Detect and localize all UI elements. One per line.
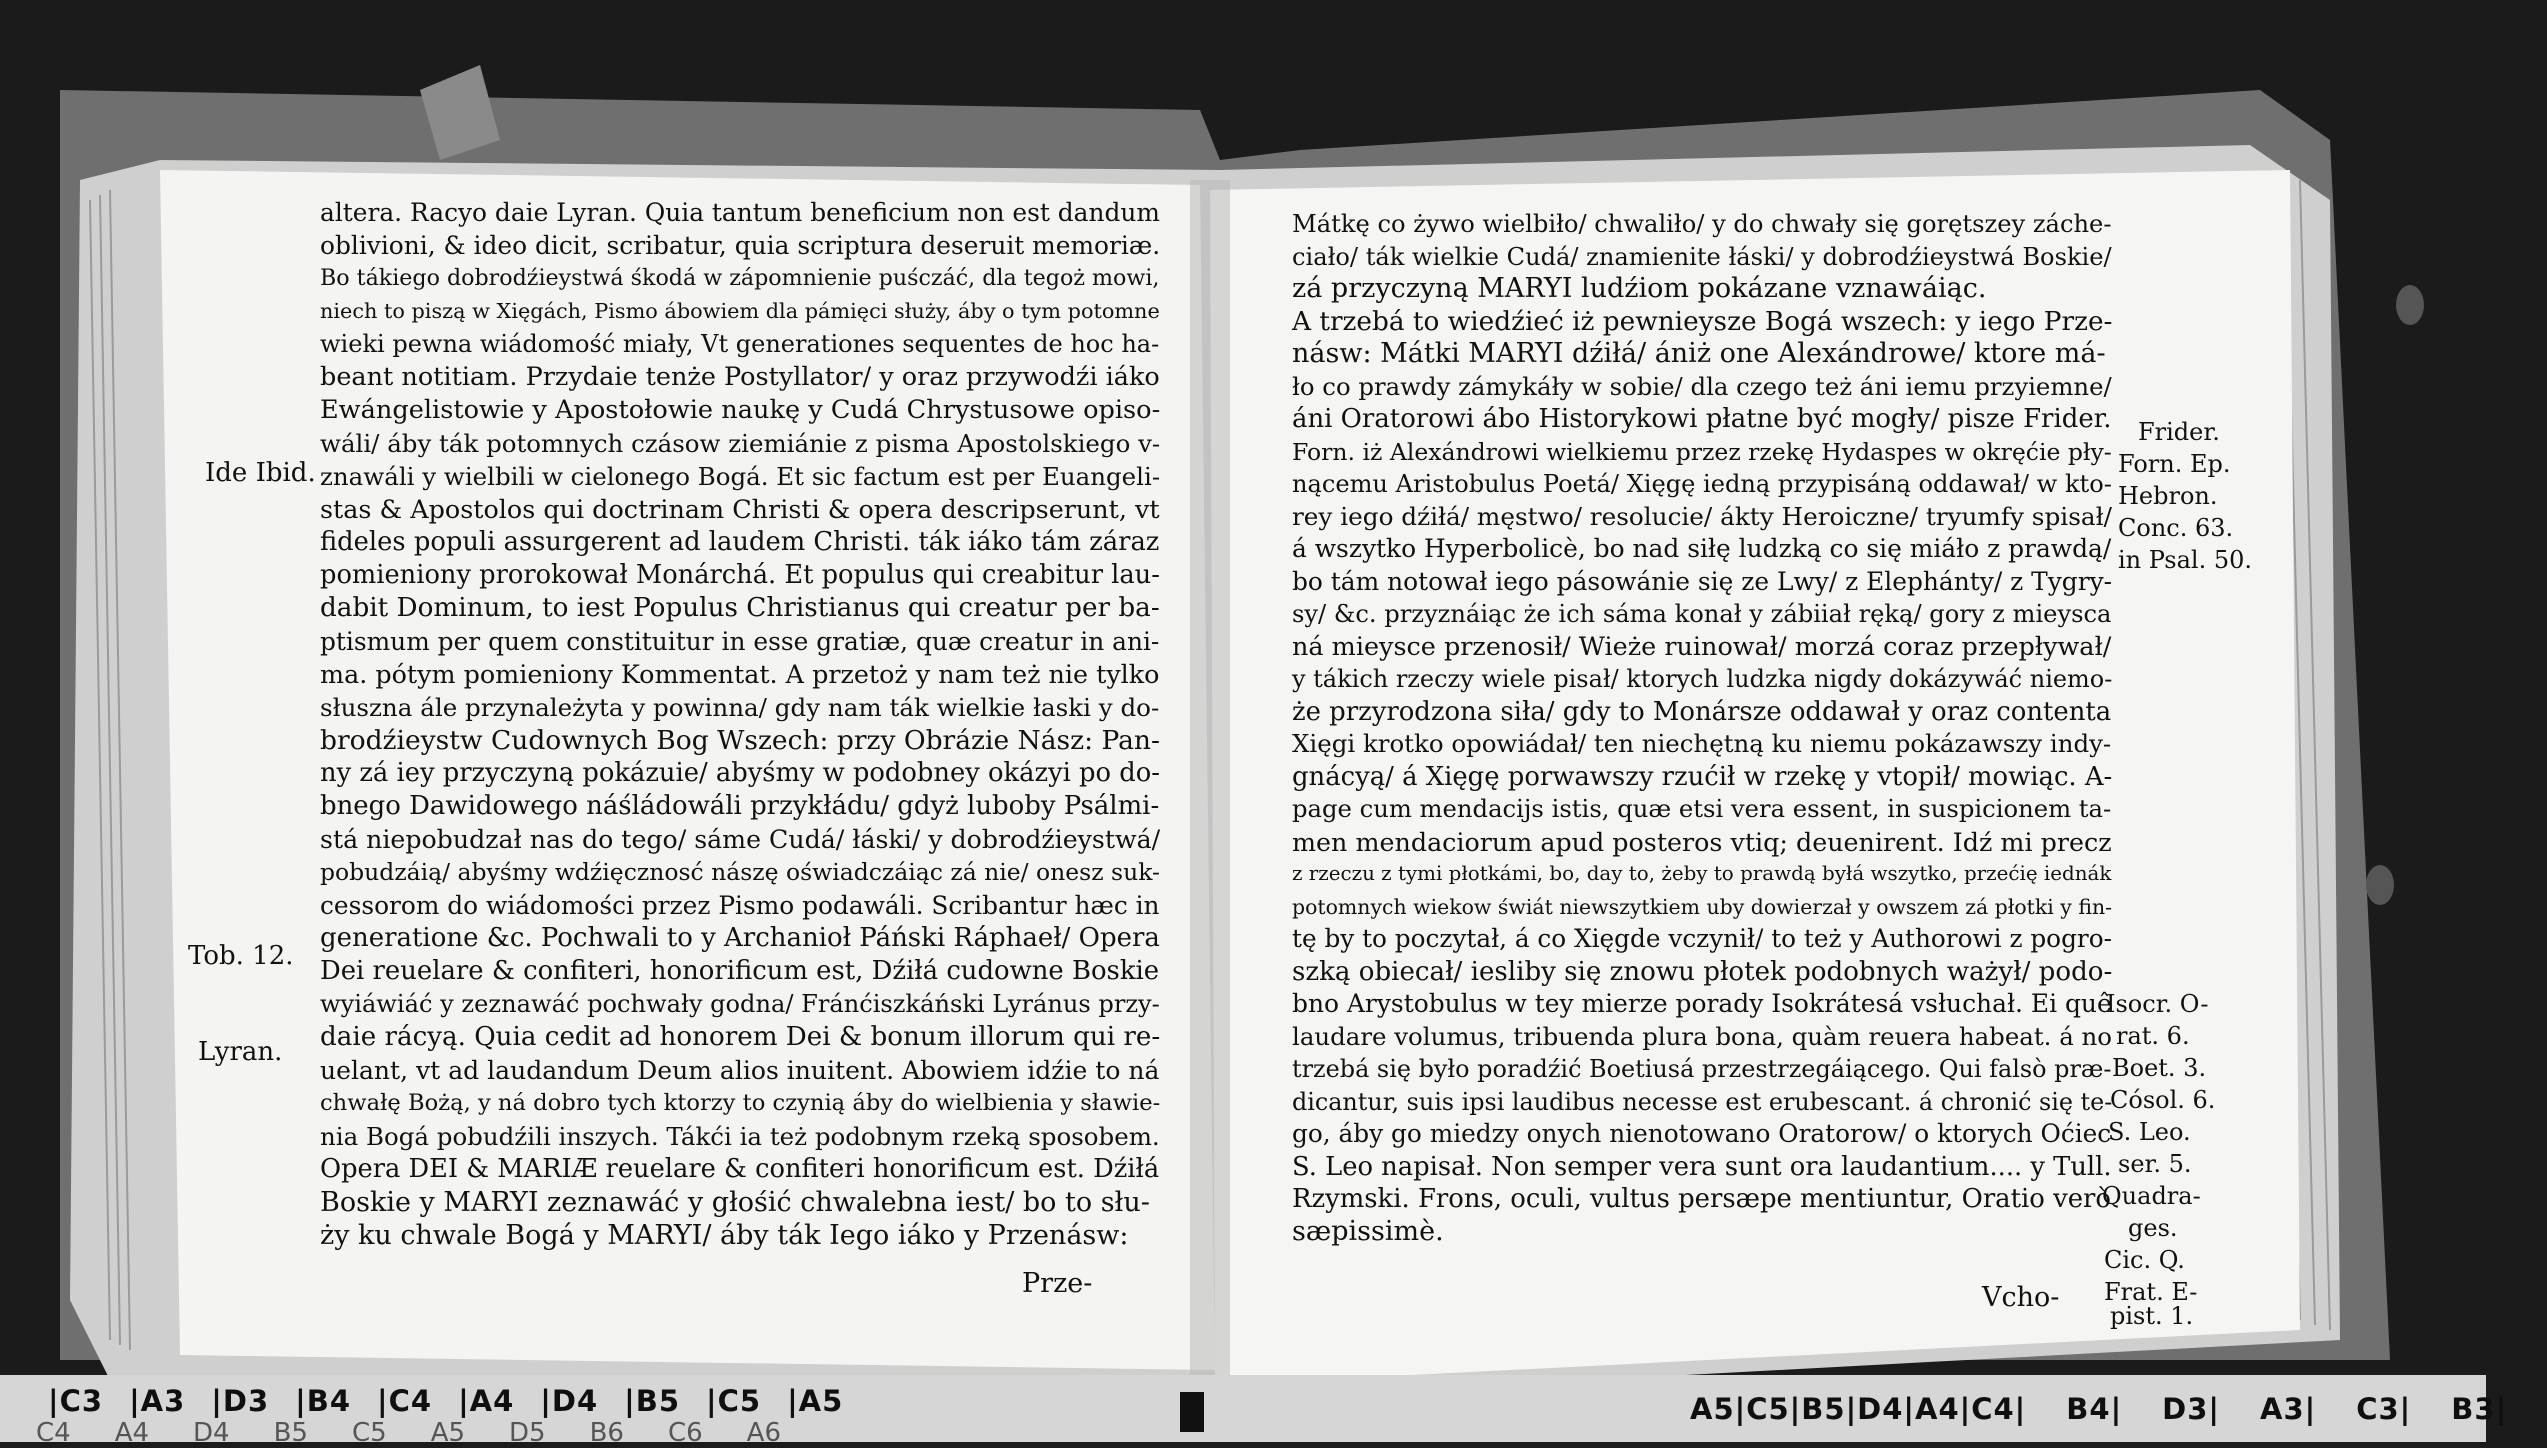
- film-strip-label: A3|: [2260, 1392, 2317, 1426]
- film-strip-right-labels: [1690, 1392, 2547, 1426]
- left-page-line: stá niepobudzał nas do tego/ sáme Cudá/ łáski/ y dobrodźieystwá/: [320, 825, 1161, 854]
- right-page-line: násw: Mátki MARYI dźiłá/ ániż one Alexándrowe/ ktore má-: [1292, 338, 2106, 369]
- film-strip-left-faint-labels: [36, 1418, 825, 1448]
- right-margin-note: rat. 6.: [2116, 1022, 2190, 1050]
- right-page-line: Rzymski. Frons, oculi, vultus persæpe mentiuntur, Oratio verò: [1292, 1184, 2111, 1214]
- left-page-line: beant notitiam. Przydaie tenże Postyllator/ y oraz przywodźi iáko: [320, 362, 1160, 392]
- left-page-line: fideles populi assurgerent ad laudem Christi. ták iáko tám záraz: [320, 527, 1160, 557]
- film-strip-label: C4|: [1971, 1392, 2027, 1426]
- right-page-line: S. Leo napisał. Non semper vera sunt ora laudantium.... y Tull.: [1292, 1151, 2112, 1182]
- right-margin-note: Frat. E-: [2104, 1278, 2198, 1306]
- left-page-line: pobudzáią/ abyśmy wdźięcznosć nászę oświadczáiąc zá nie/ onesz suk-: [320, 858, 1160, 886]
- right-margin-note: in Psal. 50.: [2118, 546, 2252, 574]
- margin-note-lyran: Lyran.: [198, 1037, 283, 1067]
- left-page-line: znawáli y wielbili w cielonego Bogá. Et sic factum est per Euangeli-: [320, 462, 1161, 491]
- right-page-line: A trzebá to wiedźieć iż pewnieysze Bogá wszech: y iego Prze-: [1292, 306, 2113, 337]
- left-page-line: oblivioni, & ideo dicit, scribatur, quia scriptura deseruit memoriæ.: [320, 231, 1161, 260]
- right-page-line: trzebá się było poradźić Boetiusá przestrzegáiącego. Qui falsò præ-: [1292, 1055, 2112, 1083]
- left-page-line: generatione &c. Pochwali to y Archanioł Páński Ráphaeł/ Opera: [320, 923, 1160, 953]
- right-margin-note: Boet. 3.: [2112, 1054, 2207, 1082]
- film-strip-label: B6: [589, 1418, 624, 1448]
- film-strip-label: C4: [36, 1418, 71, 1448]
- left-page-line: brodźieystw Cudownych Bog Wszech: przy Obrázie Nász: Pan-: [320, 725, 1160, 756]
- right-page-line: sæpissimè.: [1292, 1215, 1444, 1247]
- right-page-line: Xięgi krotko opowiádał/ ten niechętną ku niemu pokázawszy indy-: [1292, 729, 2112, 758]
- film-strip-label: |B5: [624, 1384, 680, 1418]
- film-strip-label: A5|: [1690, 1392, 1747, 1426]
- left-page-line: daie rácyą. Quia cedit ad honorem Dei & bonum illorum qui re-: [320, 1022, 1161, 1052]
- left-page-line: Bo tákiego dobrodźieystwá śkodá w zápomnienie puśczáć, dla tegoż mowi,: [320, 265, 1160, 291]
- right-margin-note: Frider.: [2138, 418, 2220, 446]
- right-page-line: gnácyą/ á Xięgę porwawszy rzućił w rzekę y vtopił/ mowiąc. A-: [1292, 761, 2113, 792]
- film-strip-label: |C3: [48, 1384, 104, 1418]
- film-strip-label: |D4: [540, 1384, 599, 1418]
- film-strip-label: A6: [746, 1418, 781, 1448]
- film-strip-label: |A5: [787, 1384, 844, 1418]
- right-page-line: nącemu Aristobulus Poetá/ Xięgę iedną przypisáną oddawał/ w kto-: [1292, 470, 2112, 498]
- right-margin-note: Conc. 63.: [2118, 514, 2234, 542]
- right-page-text: [1292, 208, 2112, 1248]
- right-margin-note: Cic. Q.: [2104, 1246, 2185, 1274]
- right-page-line: że przyrodzona siła/ gdy to Monársze oddawał y oraz contenta: [1292, 696, 2112, 727]
- left-catchword: Prze-: [1022, 1268, 1093, 1299]
- left-page-line: altera. Racyo daie Lyran. Quia tantum beneficium non est dandum: [320, 198, 1160, 227]
- left-page-line: stas & Apostolos qui doctrinam Christi & opera descripserunt, vt: [320, 494, 1160, 524]
- film-strip-label: B5: [273, 1418, 308, 1448]
- right-margin-note: Hebron.: [2118, 482, 2218, 510]
- right-page-line: page cum mendacijs istis, quæ etsi vera essent, in suspicionem ta-: [1292, 794, 2112, 823]
- film-strip-label: |C4: [377, 1384, 433, 1418]
- left-page-line: Ewángelistowie y Apostołowie naukę y Cudá Chrystusowe opiso-: [320, 395, 1161, 425]
- right-page-line: ło co prawdy zámykáły w sobie/ dla czego też áni iemu przyiemne/: [1292, 371, 2112, 401]
- right-page-line: áni Oratorowi ábo Historykowi płatne być mogły/ pisze Frider.: [1292, 404, 2112, 434]
- right-page-line: bno Arystobulus w tey mierze porady Isokrátesá vsłuchał. Ei quê: [1292, 989, 2112, 1018]
- film-strip-label: B3|: [2451, 1392, 2508, 1426]
- right-page-line: Forn. iż Alexándrowi wielkiemu przez rzekę Hydaspes w okręćie pły-: [1292, 437, 2112, 466]
- film-strip-label: C5: [351, 1418, 387, 1448]
- right-page-line: z rzeczu z tymi płotkámi, bo, day to, żeby to prawdą byłá wszytko, przećię iednák: [1292, 862, 2112, 885]
- left-page-line: niech to piszą w Xięgách, Pismo ábowiem dla pámięci służy, áby o tym potomne: [320, 299, 1160, 323]
- right-margin-note: Forn. Ep.: [2118, 450, 2231, 478]
- film-strip-label: A5: [430, 1418, 466, 1448]
- right-page-line: y tákich rzeczy wiele pisał/ ktorych ludzka nigdy dokázywáć niemo-: [1292, 665, 2113, 693]
- right-page-line: Mátkę co żywo wielbiło/ chwaliło/ y do chwały się gorętszey záche-: [1292, 210, 2112, 238]
- margin-note-ide-ibid: Ide Ibid.: [205, 458, 316, 488]
- left-page-line: ptismum per quem constituitur in esse gratiæ, quæ creatur in ani-: [320, 627, 1160, 656]
- film-strip-label: D3|: [2162, 1392, 2220, 1426]
- left-page-line: nia Bogá pobudźili inszych. Tákći ia też podobnym rzeką sposobem.: [320, 1122, 1160, 1151]
- right-page-line: szką obiecał/ iesliby się znowu płotek podobnych ważył/ podo-: [1292, 956, 2113, 987]
- left-page-text: [320, 196, 1160, 1252]
- film-strip-label: |A3: [129, 1384, 186, 1418]
- left-page-line: pomieniony prorokował Monárchá. Et populus qui creabitur lau-: [320, 560, 1160, 590]
- film-strip-label: D4: [193, 1418, 230, 1448]
- left-page-line: Dei reuelare & confiteri, honorificum est, Dźiłá cudowne Boskie: [320, 956, 1160, 986]
- right-page-line: bo tám notował iego pásowánie się ze Lwy/ z Elephánty/ z Tygry-: [1292, 566, 2113, 596]
- right-margin-note: Isocr. O-: [2106, 990, 2209, 1018]
- film-strip-label: |C5: [706, 1384, 762, 1418]
- right-page-line: ciało/ ták wielkie Cudá/ znamienite łáski/ y dobrodźieystwá Boskie/: [1292, 242, 2112, 271]
- left-page-line: bnego Dawidowego náśládowáli przykłádu/ gdyż luboby Psálmi-: [320, 791, 1160, 821]
- right-page-line: dicantur, suis ipsi laudibus necesse est erubescant. á chronić się te-: [1292, 1087, 2113, 1116]
- right-margin-note: Quadra-: [2102, 1182, 2201, 1210]
- right-margin-note: pist. 1.: [2110, 1302, 2194, 1330]
- left-page-line: wáli/ áby ták potomnych czásow ziemiánie z pisma Apostolskiego v-: [320, 429, 1161, 458]
- right-margin-note: ges.: [2128, 1214, 2178, 1242]
- film-strip-label: B4|: [2066, 1392, 2123, 1426]
- left-page-line: Boskie y MARYI zeznawáć y głośić chwalebna iest/ bo to słu-: [320, 1187, 1150, 1218]
- film-strip-label: C5|: [1746, 1392, 1802, 1426]
- film-strip-label: A4|: [1915, 1392, 1972, 1426]
- left-page-line: Opera DEI & MARIÆ reuelare & confiteri honorificum est. Dźiłá: [320, 1154, 1160, 1184]
- right-page-line: rey iego dźiłá/ męstwo/ resolucie/ ákty Heroiczne/ tryumfy spisał/: [1292, 501, 2112, 531]
- left-page-line: cessorom do wiádomości przez Pismo podawáli. Scribantur hæc in: [320, 891, 1160, 920]
- film-strip-label: C3|: [2356, 1392, 2412, 1426]
- right-margin-note: Cósol. 6.: [2110, 1086, 2216, 1114]
- left-page-line: ma. pótym pomieniony Kommentat. A przetoż y nam też nie tylko: [320, 659, 1160, 689]
- right-margin-note: S. Leo.: [2108, 1118, 2191, 1146]
- left-page-line: chwałę Bożą, y ná dobro tych ktorzy to czynią áby do wielbienia y sławie-: [320, 1090, 1161, 1116]
- right-page-line: á wszytko Hyperbolicè, bo nad siłę ludzką co się miáło z prawdą/: [1292, 534, 2112, 563]
- film-strip-label: |A4: [458, 1384, 515, 1418]
- right-page-line: zá przyczyną MARYI ludźiom pokázane vznawáiąc.: [1292, 273, 1987, 304]
- right-page-line: sy/ &c. przyznáiąc że ich sáma konał y zábiiał ręką/ gory z mieysca: [1292, 600, 2112, 628]
- right-margin-note: ser. 5.: [2118, 1150, 2192, 1178]
- film-strip-label: |D3: [211, 1384, 270, 1418]
- film-strip-label: |B4: [295, 1384, 351, 1418]
- right-page-line: men mendaciorum apud posteros vtiq; deuenirent. Idź mi precz: [1292, 826, 2112, 857]
- left-page-line: wyiáwiáć y zeznawáć pochwały godna/ Fránćiszkáński Lyránus przy-: [320, 990, 1160, 1018]
- left-page-line: dabit Dominum, to iest Populus Christianus qui creatur per ba-: [320, 593, 1160, 623]
- film-strip-label: C6: [667, 1418, 703, 1448]
- left-page-line: ny zá iey przyczyną pokázuie/ abyśmy w podobney okázyi po do-: [320, 758, 1160, 788]
- right-page-line: laudare volumus, tribuenda plura bona, quàm reuera habeat. á no: [1292, 1021, 2112, 1051]
- right-page-line: ná mieysce przenosił/ Wieże ruinował/ morzá coraz przepływał/: [1292, 631, 2112, 662]
- right-page-line: go, áby go miedzy onych nienotowano Oratorow/ o ktorych Oćiec: [1292, 1119, 2112, 1148]
- left-page-line: ży ku chwale Bogá y MARYI/ áby ták Iego iáko y Przenásw:: [320, 1220, 1129, 1251]
- film-strip-label: D5: [509, 1418, 546, 1448]
- film-strip-label: B5|: [1801, 1392, 1858, 1426]
- right-page-line: tę by to poczytał, á co Xięgde vczynił/ to też y Authorowi z pogro-: [1292, 924, 2112, 953]
- film-strip-left-labels: [48, 1384, 869, 1418]
- right-catchword: Vcho-: [1982, 1282, 2060, 1313]
- left-page-line: słuszna ále przynależyta y powinna/ gdy nam ták wielkie łaski y do-: [320, 693, 1160, 722]
- film-strip-label: D4|: [1857, 1392, 1915, 1426]
- margin-note-tob: Tob. 12.: [188, 941, 294, 971]
- right-page-line: potomnych wiekow świát niewszytkiem uby dowierzał y owszem zá płotki y fin-: [1292, 894, 2113, 919]
- film-strip-label: A4: [114, 1418, 150, 1448]
- left-page-line: wieki pewna wiádomość miały, Vt generationes sequentes de hoc ha-: [320, 330, 1160, 358]
- left-page-line: uelant, vt ad laudandum Deum alios inuitent. Abowiem idźie to ná: [320, 1056, 1160, 1085]
